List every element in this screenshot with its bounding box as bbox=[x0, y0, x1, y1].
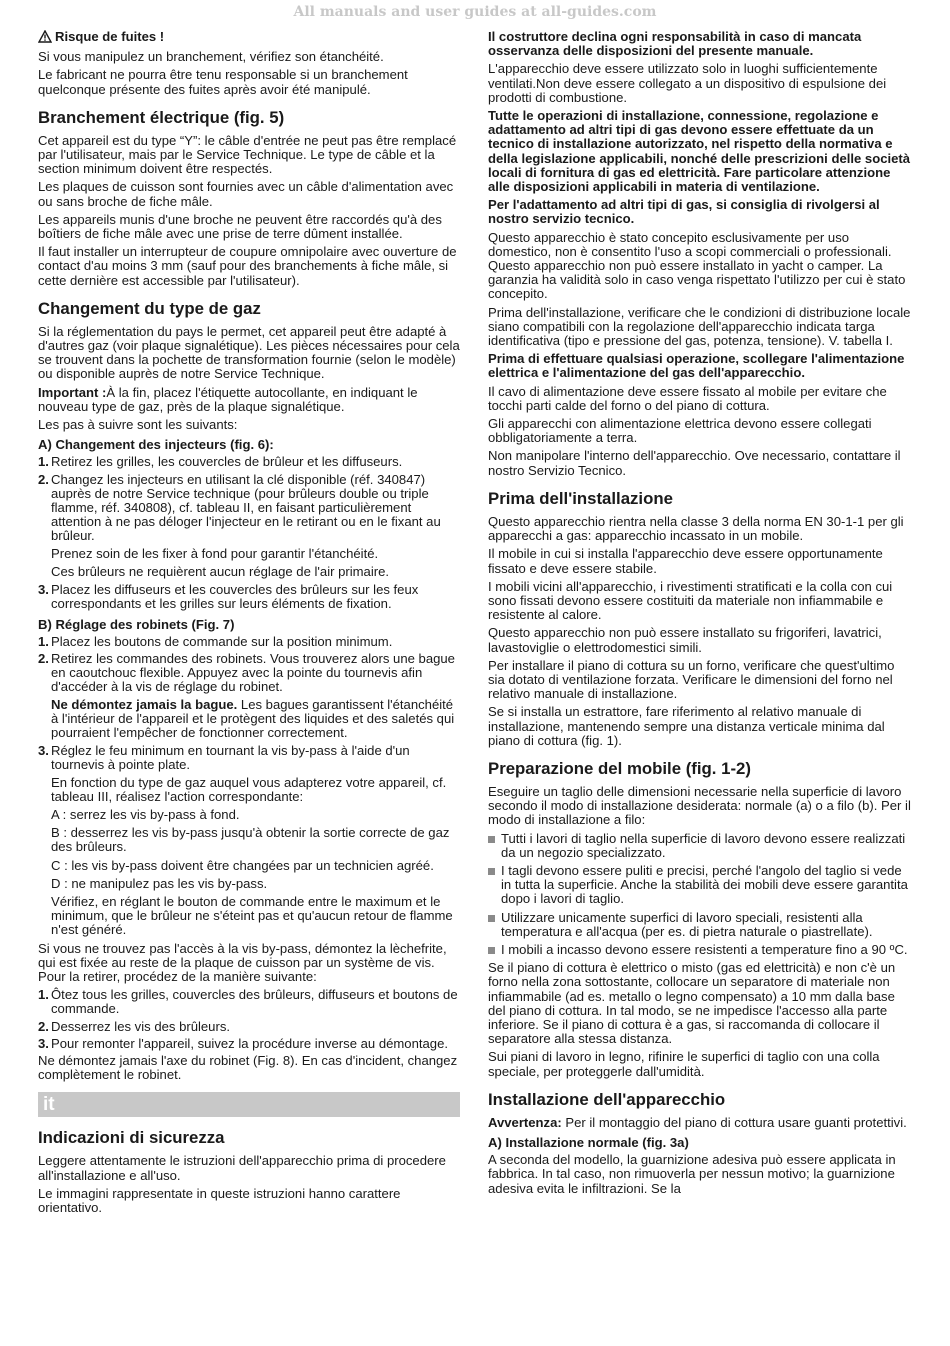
section-heading: Changement du type de gaz bbox=[38, 298, 261, 318]
paragraph: Per installare il piano di cottura su un forno, verificare che quest'ultimo sia dotato di ventilazione forzata. Verificare le dimensioni del forno nel relativo manuale di installazione. bbox=[488, 657, 895, 702]
bullet-text: I tagli devono essere puliti e precisi, perché l'angolo del taglio si vede in tutta la superficie. Anche la stabilità dei mobili deve essere garantita dopo i lavori di taglio. bbox=[501, 862, 908, 907]
indented-note: Vérifiez, en réglant le bouton de commande entre le maximum et le minimum, que le brûleur ne s'éteint pas et qu'aucun retour de flamme n'est généré. bbox=[51, 893, 453, 938]
bullet-text: Utilizzare unicamente superfici di lavoro speciali, resistenti alla temperatura e all'acqua (per es. di pietra naturale o piastrellate). bbox=[501, 909, 873, 939]
paragraph: Questo apparecchio è stato concepito esclusivamente per uso domestico, non è consentito l'uso a scopi commerciali o professionali. Questo apparecchio non può essere installato in yacht o camper. La garanzia ha validità solo in caso venga rispettato l'utilizzo per cui è stato concepito. bbox=[488, 229, 906, 302]
paragraph: Les pas à suivre sont les suivants: bbox=[38, 417, 238, 433]
option-d: D : ne manipulez pas les vis by-pass. bbox=[51, 875, 268, 891]
paragraph: Questo apparecchio non può essere installato su frigoriferi, lavatrici, lavastoviglie o elettrodomestici simili. bbox=[488, 625, 882, 655]
paragraph: Gli apparecchi con alimentazione elettrica devono essere collegati obbligatoriamente a terra. bbox=[488, 416, 872, 446]
subsection-heading: B) Réglage des robinets (Fig. 7) bbox=[38, 616, 235, 632]
paragraph: Il cavo di alimentazione deve essere fissato al mobile per evitare che tocchi parti calde del forno o del piano di cottura. bbox=[488, 383, 887, 413]
paragraph: A seconda del modello, la guarnizione adesiva può essere applicata in fabbrica. In tal caso, non rimuoverla per nessun motivo; la guarnizione adesiva evita le infiltrazioni. Se la bbox=[488, 1152, 896, 1196]
paragraph: Si vous manipulez un branchement, vérifiez son étanchéité. bbox=[38, 49, 384, 65]
paragraph: Prima dell'installazione, verificare che le condizioni di distribuzione locale siano compatibili con la regolazione dell'apparecchio indicata targa identificativa (tipo e pressione del gas, potenza, tensione). V. tabella I. bbox=[488, 304, 911, 349]
item-text: Retirez les grilles, les couvercles de brûleur et les diffuseurs. bbox=[51, 454, 403, 470]
bullet-item bbox=[488, 832, 912, 860]
paragraph: Le fabricant ne pourra être tenu responsable si un branchement quelconque présente des fuites après avoir été manipulé. bbox=[38, 67, 408, 97]
right-column bbox=[488, 30, 912, 1200]
bullet-text: I mobili a incasso devono essere resistenti a temperature fino a 90 ºC. bbox=[501, 941, 908, 957]
paragraph: Non manipolare l'interno dell'apparecchio. Ove necessario, contattare il nostro Servizio Tecnico. bbox=[488, 448, 901, 478]
option-a: A : serrez les vis by-pass à fond. bbox=[51, 806, 240, 822]
paragraph: Leggere attentamente le istruzioni dell'apparecchio prima di procedere all'installazione e all'uso. bbox=[38, 1153, 446, 1183]
section-heading: Installazione dell'apparecchio bbox=[488, 1089, 726, 1109]
item-number: 1. bbox=[38, 987, 49, 1003]
numbered-item bbox=[38, 473, 460, 544]
section-heading: Preparazione del mobile (fig. 1-2) bbox=[488, 758, 751, 778]
paragraph: Se il piano di cottura è elettrico o misto (gas ed elettricità) e non c'è un forno nella zona sottostante, collocare un separatore di materiale non infiammabile (ad es. metallo o legno compensato) a 10 mm dalla base del piano di cottura. In tal modo, se ne impedisce l'accesso alla parte inferiore. Se il piano di cottura è a gas, si raccomanda di collocare il separatore alla stessa distanza. bbox=[488, 960, 896, 1047]
warning-title: Risque de fuites ! bbox=[55, 29, 165, 44]
item-text: Retirez les commandes des robinets. Vous trouverez alors une bague en caoutchouc flexible. Appuyez avec la pointe du tournevis afin d'accéder à la vis de réglage du robinet. bbox=[51, 650, 455, 695]
watermark: All manuals and user guides at all-guides.com bbox=[293, 4, 657, 20]
item-number: 2. bbox=[38, 650, 49, 666]
indented-note bbox=[38, 698, 460, 741]
numbered-item bbox=[38, 1020, 460, 1034]
bold-paragraph: Il costruttore declina ogni responsabilità in caso di mancata osservanza delle disposizioni del presente manuale. bbox=[488, 29, 862, 59]
item-text: Changez les injecteurs en utilisant la clé disponible (réf. 340847) auprès de notre Service technique (pour brûleurs double ou triple flamme, réf. 340808), cf. tableau II, en faisant particulièrement attention à ne pas déloger l'injecteur en le retirant ou en le fixant au brûleur. bbox=[51, 471, 441, 544]
important-label: Important : bbox=[38, 384, 107, 400]
square-bullet-icon bbox=[488, 915, 495, 922]
bullet-item bbox=[488, 943, 912, 957]
subsection-heading: A) Installazione normale (fig. 3a) bbox=[488, 1135, 689, 1150]
paragraph: Les appareils munis d'une broche ne peuvent être raccordés qu'à des boîtiers de fiche mâle avec une prise de terre dûment installée. bbox=[38, 211, 442, 242]
numbered-item bbox=[38, 652, 460, 695]
paragraph: Sui piani di lavoro in legno, rifinire le superfici di taglio con una colla speciale, per proteggerle dall'umidità. bbox=[488, 1049, 880, 1079]
item-text: Desserrez les vis des brûleurs. bbox=[51, 1018, 231, 1034]
bullet-item bbox=[488, 911, 912, 939]
item-number: 2. bbox=[38, 1018, 49, 1034]
item-text: Pour remonter l'appareil, suivez la procédure inverse au démontage. bbox=[51, 1035, 448, 1051]
paragraph: L'apparecchio deve essere utilizzato solo in luoghi sufficientemente ventilati.Non deve essere collegato a un dispositivo di espulsione dei prodotti di combustione. bbox=[488, 61, 887, 105]
language-code: it bbox=[43, 1094, 55, 1116]
paragraph: Il faut installer un interrupteur de coupure omnipolaire avec ouverture de contact d'au moins 3 mm (sauf pour des branchements à fiche mâle, si cette dernière est accessible par l'utilisateur). bbox=[38, 244, 457, 288]
item-number: 1. bbox=[38, 454, 49, 470]
indented-note: Ces brûleurs ne requièrent aucun réglage de l'air primaire. bbox=[51, 563, 390, 579]
left-column bbox=[38, 30, 460, 1219]
bullet-text: Tutti i lavori di taglio nella superficie di lavoro devono essere realizzati da un negozio specializzato. bbox=[501, 830, 906, 860]
indented-note: Prenez soin de les fixer à fond pour garantir l'étanchéité. bbox=[51, 545, 379, 561]
note-text: Les bagues garantissent l'étanchéité à l'intérieur de l'appareil et le protègent des liquides et des saletés qui pourraient l'empêcher de fonctionner correctement. bbox=[51, 696, 455, 740]
numbered-item bbox=[38, 635, 460, 649]
paragraph: Les plaques de cuisson sont fournies avec un câble d'alimentation avec ou sans broche de fiche mâle. bbox=[38, 179, 454, 209]
square-bullet-icon bbox=[488, 836, 495, 843]
item-text: Ôtez tous les grilles, couvercles des brûleurs, diffuseurs et boutons de commande. bbox=[51, 987, 458, 1017]
numbered-item bbox=[38, 988, 460, 1016]
paragraph: Questo apparecchio rientra nella classe 3 della norma EN 30-1-1 per gli apparecchi a gas: apparecchio incassato in un mobile. bbox=[488, 513, 904, 544]
bold-paragraph: Prima di effettuare qualsiasi operazione, scollegare l'alimentazione elettrica e l'alimentazione del gas dell'apparecchio. bbox=[488, 351, 905, 381]
item-text: Placez les diffuseurs et les couvercles des brûleurs sur les feux correspondants et les grilles sur leurs éléments de fixation. bbox=[51, 582, 419, 612]
item-text: Placez les boutons de commande sur la position minimum. bbox=[51, 633, 393, 649]
paragraph: Si la réglementation du pays le permet, cet appareil peut être adapté à d'autres gaz (voir plaque signalétique). Les pièces nécessaires pour cela se trouvent dans la pochette de transformation fournie (selon le modèle) ou disponible auprès de notre Service Technique. bbox=[38, 323, 460, 382]
paragraph: Se si installa un estrattore, fare riferimento al relativo manuale di installazione, mantenendo sempre una distanza verticale minima dal piano di cottura (fig. 1). bbox=[488, 704, 885, 748]
bold-paragraph: Tutte le operazioni di installazione, connessione, regolazione e adattamento ad altri tipi di gas devono essere effettuate da un tecnico di installazione autorizzato, nel rispetto della normativa e della legislazione applicabili, nonché delle prescrizioni delle società locali di fornitura di gas ed elettricità. Fare particolare attenzione alle disposizioni applicabili in materia di ventilazione. bbox=[488, 108, 911, 195]
square-bullet-icon bbox=[488, 947, 495, 954]
subsection-heading: A) Changement des injecteurs (fig. 6): bbox=[38, 437, 274, 453]
section-heading: Prima dell'installazione bbox=[488, 488, 673, 508]
numbered-item bbox=[38, 1037, 460, 1051]
paragraph: Le immagini rappresentate in queste istruzioni hanno carattere orientativo. bbox=[38, 1185, 401, 1215]
section-heading: Branchement électrique (fig. 5) bbox=[38, 107, 285, 127]
numbered-item bbox=[38, 455, 460, 469]
indented-note: En fonction du type de gaz auquel vous adapterez votre appareil, cf. tableau III, réalisez l'action correspondante: bbox=[51, 774, 447, 804]
important-text: À la fin, placez l'étiquette autocollante, en indiquant le nouveau type de gaz, près de la plaque signalétique. bbox=[38, 384, 418, 414]
square-bullet-icon bbox=[488, 868, 495, 875]
paragraph bbox=[488, 1116, 912, 1130]
paragraph: Il mobile in cui si installa l'apparecchio deve essere opportunamente fissato e deve essere stabile. bbox=[488, 546, 883, 576]
item-number: 1. bbox=[38, 633, 49, 649]
paragraph: Eseguire un taglio delle dimensioni necessarie nella superficie di lavoro secondo il modo di installazione desiderata: normale (a) o a filo (b). Per il modo di installazione a filo: bbox=[488, 783, 911, 828]
warning-heading bbox=[38, 30, 460, 46]
warning-text: Per il montaggio del piano di cottura usare guanti protettivi. bbox=[561, 1114, 907, 1130]
item-number: 3. bbox=[38, 743, 49, 759]
item-number: 2. bbox=[38, 471, 49, 487]
numbered-item bbox=[38, 744, 460, 772]
item-text: Réglez le feu minimum en tournant la vis by-pass à l'aide d'un tournevis à pointe plate. bbox=[51, 743, 410, 773]
option-b: B : desserrez les vis by-pass jusqu'à obtenir la sortie correcte de gaz des brûleurs. bbox=[51, 825, 450, 855]
warning-icon bbox=[38, 30, 52, 46]
paragraph: Si vous ne trouvez pas l'accès à la vis by-pass, démontez la lèchefrite, qui est fixée au reste de la plaque de cuisson par un système de vis. Pour la retirer, procédez de la manière suivante: bbox=[38, 940, 447, 984]
warning-label: Avvertenza: bbox=[488, 1114, 562, 1130]
option-c: C : les vis by-pass doivent être changées par un technicien agréé. bbox=[51, 857, 434, 873]
bullet-item bbox=[488, 864, 912, 907]
language-bar bbox=[38, 1092, 460, 1117]
paragraph bbox=[38, 386, 460, 414]
paragraph: Cet appareil est du type “Y”: le câble d'entrée ne peut pas être remplacé par l'utilisateur, mais par le Service Technique. Le type de câble et la section minimum doivent être respectés. bbox=[38, 132, 457, 177]
paragraph: Ne démontez jamais l'axe du robinet (Fig. 8). En cas d'incident, changez complètement le robinet. bbox=[38, 1052, 458, 1083]
item-number: 3. bbox=[38, 1035, 49, 1051]
bold-paragraph: Per l'adattamento ad altri tipi di gas, si consiglia di rivolgersi al nostro servizio tecnico. bbox=[488, 197, 880, 227]
section-heading: Indicazioni di sicurezza bbox=[38, 1128, 225, 1148]
bold-warning: Ne démontez jamais la bague. bbox=[51, 696, 238, 712]
numbered-item bbox=[38, 583, 460, 611]
paragraph: I mobili vicini all'apparecchio, i rivestimenti stratificati e la colla con cui sono fissati devono essere costituiti da materiale non infiammabile e resistente al calore. bbox=[488, 578, 893, 623]
item-number: 3. bbox=[38, 582, 49, 598]
